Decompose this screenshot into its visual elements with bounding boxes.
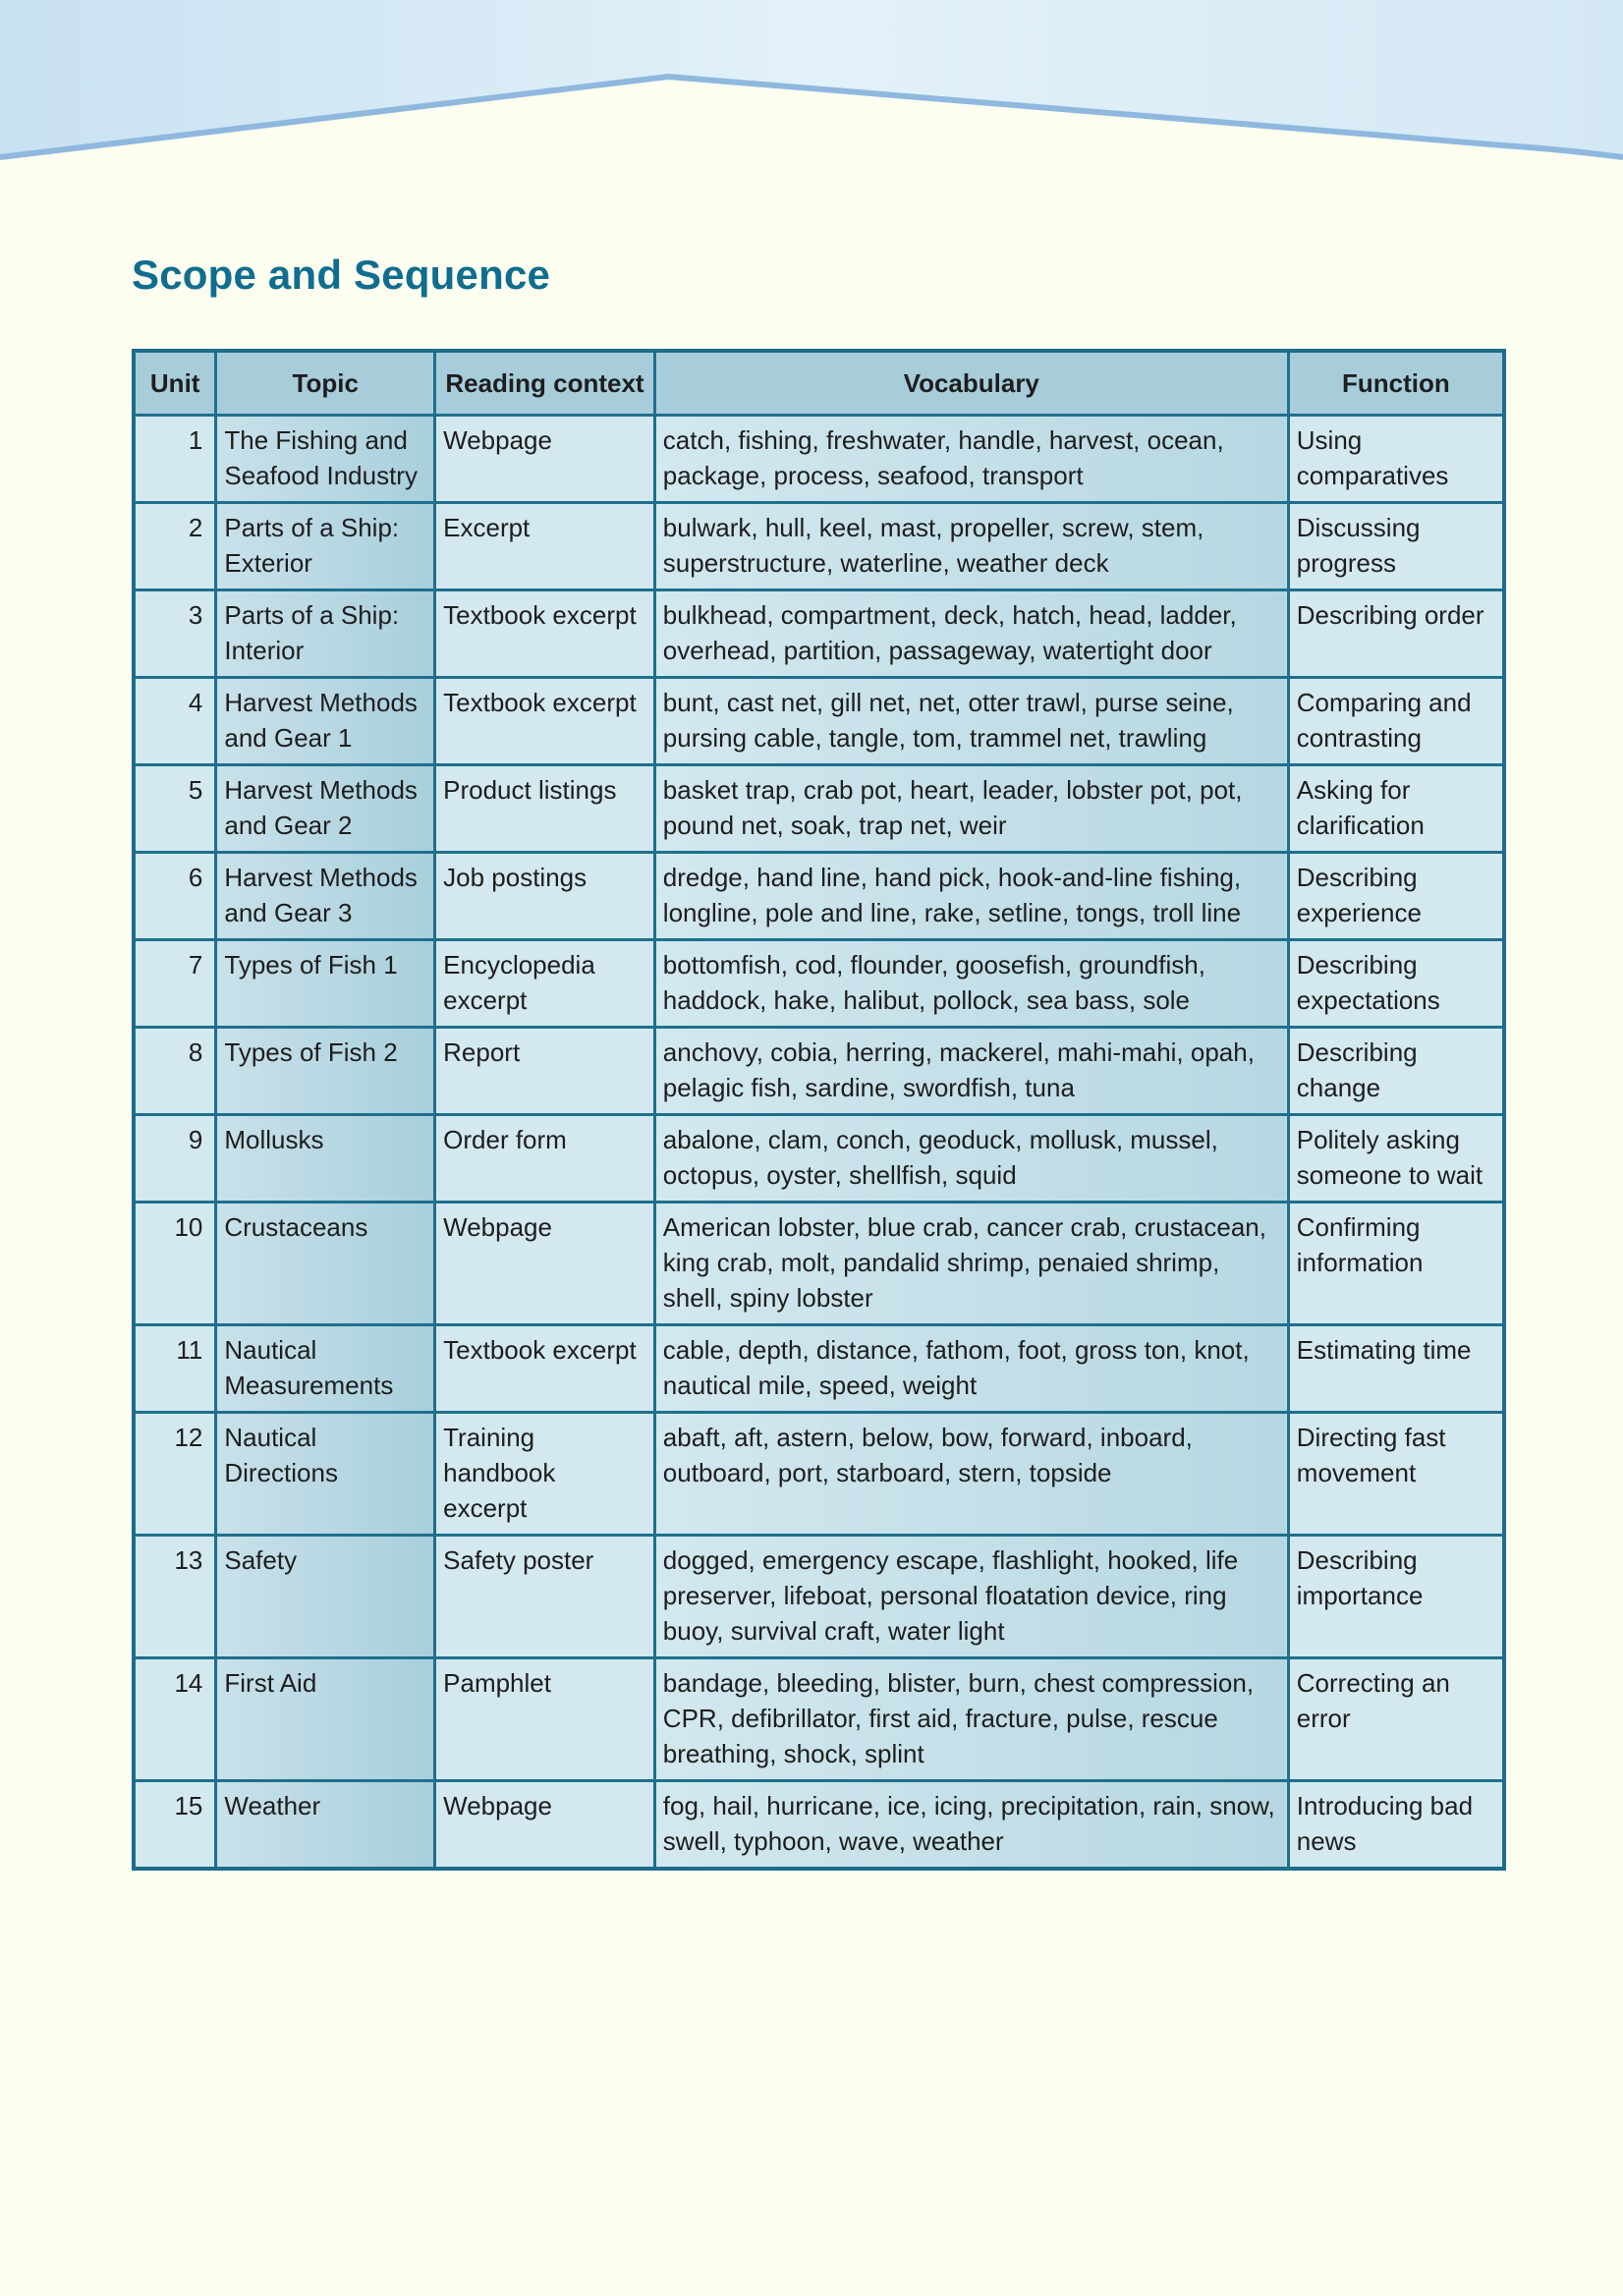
table-row: [134, 1115, 1504, 1203]
reading-context-cell: Order form: [435, 1115, 655, 1203]
function-cell: Politely asking someone to wait: [1288, 1115, 1504, 1203]
reading-context-cell: Textbook excerpt: [435, 590, 655, 678]
column-header-reading-context: Reading context: [435, 351, 655, 416]
unit-cell: 2: [134, 503, 216, 590]
vocabulary-cell: bandage, bleeding, blister, burn, chest compression, CPR, defibrillator, first aid, fracture, pulse, rescue breathing, shock, splint: [654, 1658, 1288, 1781]
function-cell: Describing importance: [1288, 1536, 1504, 1658]
topic-cell: Harvest Methods and Gear 3: [216, 853, 435, 940]
reading-context-cell: Product listings: [435, 765, 655, 853]
vocabulary-cell: abalone, clam, conch, geoduck, mollusk, mussel, octopus, oyster, shellfish, squid: [654, 1115, 1288, 1203]
topic-cell: Weather: [216, 1781, 435, 1870]
unit-cell: 11: [134, 1325, 216, 1413]
topic-cell: First Aid: [216, 1658, 435, 1781]
header-banner: [0, 0, 1623, 177]
table-row: [134, 853, 1504, 940]
reading-context-cell: Webpage: [435, 1203, 655, 1325]
function-cell: Comparing and contrasting: [1288, 678, 1504, 765]
function-cell: Describing expectations: [1288, 940, 1504, 1028]
reading-context-cell: Report: [435, 1028, 655, 1115]
topic-cell: Harvest Methods and Gear 2: [216, 765, 435, 853]
vocabulary-cell: bottomfish, cod, flounder, goosefish, groundfish, haddock, hake, halibut, pollock, sea bass, sole: [654, 940, 1288, 1028]
vocabulary-cell: basket trap, crab pot, heart, leader, lobster pot, pot, pound net, soak, trap net, weir: [654, 765, 1288, 853]
unit-cell: 3: [134, 590, 216, 678]
reading-context-cell: Webpage: [435, 1781, 655, 1870]
reading-context-cell: Excerpt: [435, 503, 655, 590]
vocabulary-cell: bunt, cast net, gill net, net, otter trawl, purse seine, pursing cable, tangle, tom, trammel net, trawling: [654, 678, 1288, 765]
topic-cell: The Fishing and Seafood Industry: [216, 416, 435, 503]
unit-cell: 1: [134, 416, 216, 503]
function-cell: Using comparatives: [1288, 416, 1504, 503]
column-header-vocabulary: Vocabulary: [654, 351, 1288, 416]
function-cell: Describing order: [1288, 590, 1504, 678]
table-row: [134, 1536, 1504, 1658]
table-row: [134, 1203, 1504, 1325]
vocabulary-cell: cable, depth, distance, fathom, foot, gross ton, knot, nautical mile, speed, weight: [654, 1325, 1288, 1413]
reading-context-cell: Training handbook excerpt: [435, 1413, 655, 1536]
topic-cell: Nautical Directions: [216, 1413, 435, 1536]
unit-cell: 15: [134, 1781, 216, 1870]
topic-cell: Parts of a Ship: Exterior: [216, 503, 435, 590]
vocabulary-cell: abaft, aft, astern, below, bow, forward, inboard, outboard, port, starboard, stern, topside: [654, 1413, 1288, 1536]
table-row: [134, 678, 1504, 765]
function-cell: Correcting an error: [1288, 1658, 1504, 1781]
table-row: [134, 1028, 1504, 1115]
unit-cell: 13: [134, 1536, 216, 1658]
reading-context-cell: Pamphlet: [435, 1658, 655, 1781]
function-cell: Confirming information: [1288, 1203, 1504, 1325]
unit-cell: 10: [134, 1203, 216, 1325]
topic-cell: Mollusks: [216, 1115, 435, 1203]
table-row: [134, 1413, 1504, 1536]
function-cell: Discussing progress: [1288, 503, 1504, 590]
topic-cell: Types of Fish 2: [216, 1028, 435, 1115]
vocabulary-cell: fog, hail, hurricane, ice, icing, precipitation, rain, snow, swell, typhoon, wave, weather: [654, 1781, 1288, 1870]
reading-context-cell: Safety poster: [435, 1536, 655, 1658]
table-header-row: [134, 351, 1504, 416]
reading-context-cell: Textbook excerpt: [435, 678, 655, 765]
unit-cell: 7: [134, 940, 216, 1028]
function-cell: Introducing bad news: [1288, 1781, 1504, 1870]
vocabulary-cell: American lobster, blue crab, cancer crab, crustacean, king crab, molt, pandalid shrimp, penaied shrimp, shell, spiny lobster: [654, 1203, 1288, 1325]
unit-cell: 6: [134, 853, 216, 940]
unit-cell: 14: [134, 1658, 216, 1781]
topic-cell: Parts of a Ship: Interior: [216, 590, 435, 678]
table-row: [134, 590, 1504, 678]
table-row: [134, 503, 1504, 590]
table-row: [134, 1781, 1504, 1870]
reading-context-cell: Job postings: [435, 853, 655, 940]
topic-cell: Nautical Measurements: [216, 1325, 435, 1413]
topic-cell: Safety: [216, 1536, 435, 1658]
reading-context-cell: Encyclopedia excerpt: [435, 940, 655, 1028]
vocabulary-cell: catch, fishing, freshwater, handle, harvest, ocean, package, process, seafood, transport: [654, 416, 1288, 503]
topic-cell: Crustaceans: [216, 1203, 435, 1325]
vocabulary-cell: dogged, emergency escape, flashlight, hooked, life preserver, lifeboat, personal floatation device, ring buoy, survival craft, water light: [654, 1536, 1288, 1658]
table-row: [134, 940, 1504, 1028]
reading-context-cell: Webpage: [435, 416, 655, 503]
unit-cell: 5: [134, 765, 216, 853]
column-header-function: Function: [1288, 351, 1504, 416]
function-cell: Describing experience: [1288, 853, 1504, 940]
topic-cell: Types of Fish 1: [216, 940, 435, 1028]
reading-context-cell: Textbook excerpt: [435, 1325, 655, 1413]
unit-cell: 4: [134, 678, 216, 765]
function-cell: Describing change: [1288, 1028, 1504, 1115]
topic-cell: Harvest Methods and Gear 1: [216, 678, 435, 765]
column-header-unit: Unit: [134, 351, 216, 416]
vocabulary-cell: dredge, hand line, hand pick, hook-and-line fishing, longline, pole and line, rake, setline, tongs, troll line: [654, 853, 1288, 940]
vocabulary-cell: bulwark, hull, keel, mast, propeller, screw, stem, superstructure, waterline, weather deck: [654, 503, 1288, 590]
vocabulary-cell: bulkhead, compartment, deck, hatch, head, ladder, overhead, partition, passageway, watertight door: [654, 590, 1288, 678]
vocabulary-cell: anchovy, cobia, herring, mackerel, mahi-mahi, opah, pelagic fish, sardine, swordfish, tuna: [654, 1028, 1288, 1115]
table-row: [134, 1658, 1504, 1781]
unit-cell: 9: [134, 1115, 216, 1203]
table-row: [134, 1325, 1504, 1413]
function-cell: Estimating time: [1288, 1325, 1504, 1413]
unit-cell: 12: [134, 1413, 216, 1536]
function-cell: Asking for clarification: [1288, 765, 1504, 853]
function-cell: Directing fast movement: [1288, 1413, 1504, 1536]
table-row: [134, 416, 1504, 503]
table-row: [134, 765, 1504, 853]
scope-sequence-table: [132, 349, 1506, 1871]
unit-cell: 8: [134, 1028, 216, 1115]
column-header-topic: Topic: [216, 351, 435, 416]
page-title: Scope and Sequence: [132, 252, 551, 298]
